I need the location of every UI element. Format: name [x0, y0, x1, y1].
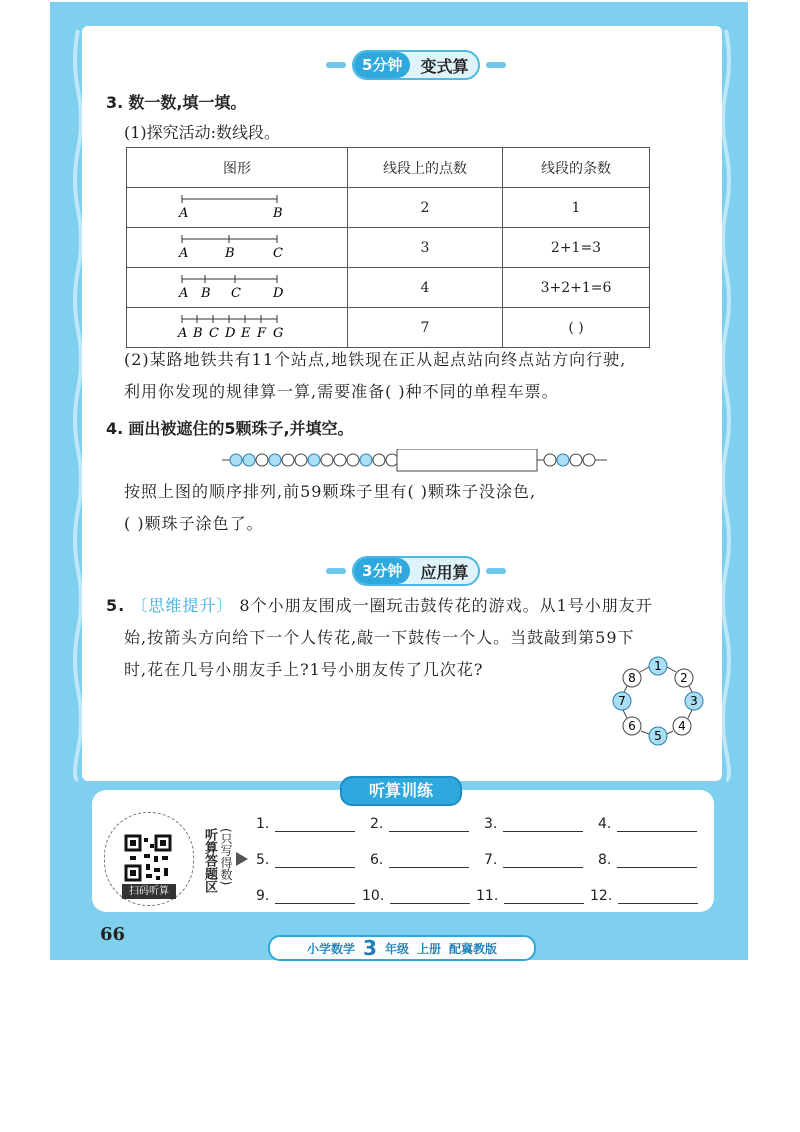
banner-left-line	[326, 62, 346, 68]
section-banner-variation	[320, 50, 512, 80]
svg-text:A: A	[179, 245, 189, 261]
segment-figure	[127, 268, 348, 308]
listening-title: 听算训练	[340, 776, 462, 806]
answer-item[interactable]	[370, 852, 469, 868]
segment-figure-abcdefg	[177, 311, 297, 341]
svg-text:B: B	[273, 205, 283, 221]
answer-item[interactable]	[598, 852, 697, 868]
page-number: 66	[100, 924, 126, 945]
segment-figure	[127, 188, 348, 228]
points-cell: 3	[348, 228, 503, 268]
svg-text:B: B	[201, 285, 211, 301]
answer-line[interactable]	[275, 817, 355, 832]
question-number: 3.	[106, 93, 124, 112]
answer-line[interactable]	[389, 817, 469, 832]
svg-text:A: A	[179, 205, 189, 221]
count-cell: 2+1=3	[503, 228, 650, 268]
answer-number: 6.	[370, 852, 384, 868]
answer-item[interactable]	[370, 816, 469, 832]
answer-number: 5.	[256, 852, 270, 868]
question-3-heading	[106, 90, 246, 113]
answer-number: 4.	[598, 816, 612, 832]
svg-text:E: E	[241, 325, 251, 341]
answer-number: 9.	[256, 888, 270, 904]
question-5-line3: 时,花在几号小朋友手上?1号小朋友传了几次花?	[124, 660, 484, 679]
segment-figure-abcd	[177, 271, 297, 301]
answer-item[interactable]	[590, 888, 698, 904]
children-circle-diagram	[610, 654, 706, 750]
question-text: 8个小朋友围成一圈玩击鼓传花的游戏。从1号小朋友开	[239, 596, 653, 615]
child-label: 6	[628, 719, 636, 733]
answer-item[interactable]	[476, 888, 584, 904]
question-title: 画出被遮住的5颗珠子,并填空。	[128, 419, 354, 438]
answer-line[interactable]	[390, 889, 470, 904]
child-label: 1	[654, 659, 662, 673]
table-row	[127, 268, 650, 308]
answer-item[interactable]	[362, 888, 470, 904]
question-number: 5.	[106, 596, 126, 615]
child-label: 3	[690, 694, 698, 708]
banner-title: 变式算	[420, 56, 469, 76]
svg-text:A: A	[179, 285, 189, 301]
child-label: 5	[654, 729, 662, 743]
answer-line[interactable]	[389, 853, 469, 868]
count-cell: 3+2+1=6	[503, 268, 650, 308]
answer-line[interactable]	[275, 889, 355, 904]
banner-title: 应用算	[420, 562, 469, 582]
answer-line[interactable]	[275, 853, 355, 868]
segment-figure-abc	[177, 231, 297, 261]
answer-number: 10.	[362, 888, 385, 904]
svg-text:A: A	[178, 325, 188, 341]
question-5-line2: 始,按箭头方向给下一个人传花,敲一下鼓传一个人。当鼓敲到第59下	[124, 628, 635, 647]
svg-text:D: D	[273, 285, 284, 301]
banner-box	[352, 556, 480, 586]
answer-note: (只写得数)	[219, 828, 233, 886]
banner-right-line	[486, 62, 506, 68]
table-header: 线段上的点数	[348, 148, 503, 188]
banner-box	[352, 50, 480, 80]
segment-figure-ab	[177, 191, 297, 221]
answer-item[interactable]	[484, 852, 583, 868]
footer-subject: 小学数学	[307, 941, 356, 956]
question-3-sub2-line2: 利用你发现的规律算一算,需要准备( )种不同的单程车票。	[124, 382, 559, 401]
footer-grade-number: 3	[363, 936, 377, 960]
beads-right	[544, 454, 595, 466]
qr-label: 扫码听算	[122, 884, 176, 899]
answer-item[interactable]	[484, 816, 583, 832]
answer-line[interactable]	[504, 889, 584, 904]
segment-figure	[127, 308, 348, 348]
table-header: 图形	[127, 148, 348, 188]
points-cell: 7	[348, 308, 503, 348]
banner-right-line	[486, 568, 506, 574]
svg-text:F: F	[257, 325, 267, 341]
child-label: 4	[678, 719, 686, 733]
answer-blank[interactable]: ( )	[503, 308, 650, 348]
answer-line[interactable]	[503, 817, 583, 832]
answer-number: 12.	[590, 888, 613, 904]
answer-line[interactable]	[617, 853, 697, 868]
answer-line[interactable]	[503, 853, 583, 868]
banner-time-label: 5分钟	[354, 52, 410, 78]
count-cell: 1	[503, 188, 650, 228]
question-title: 数一数,填一填。	[128, 93, 247, 112]
table-row	[127, 188, 650, 228]
answer-line[interactable]	[618, 889, 698, 904]
arrow-right-icon	[236, 852, 248, 866]
answer-item[interactable]	[256, 816, 355, 832]
points-cell: 4	[348, 268, 503, 308]
footer-volume: 上册	[416, 941, 441, 956]
thinking-tag: 〔思维提升〕	[131, 596, 234, 615]
banner-time-label: 3分钟	[354, 558, 410, 584]
answer-number: 1.	[256, 816, 270, 832]
child-label: 7	[618, 694, 626, 708]
answer-area-label: 听算答题区	[202, 828, 217, 893]
svg-text:C: C	[273, 245, 283, 261]
answer-number: 7.	[484, 852, 498, 868]
segment-figure	[127, 228, 348, 268]
table-row	[127, 308, 650, 348]
answer-item[interactable]	[598, 816, 697, 832]
table-header: 线段的条数	[503, 148, 650, 188]
svg-text:C: C	[231, 285, 241, 301]
question-3-sub2-line1: (2)某路地铁共有11个站点,地铁现在正从起点站向终点站方向行驶,	[124, 350, 627, 369]
footer-book-info	[268, 935, 536, 961]
footer-edition: 配冀教版	[448, 941, 497, 956]
answer-item[interactable]	[256, 888, 355, 904]
question-number: 4.	[106, 419, 124, 438]
svg-text:C: C	[209, 325, 219, 341]
svg-text:B: B	[225, 245, 235, 261]
bead-string	[222, 449, 612, 473]
answer-number: 3.	[484, 816, 498, 832]
svg-text:B: B	[193, 325, 203, 341]
answer-number: 8.	[598, 852, 612, 868]
hidden-beads-box[interactable]	[397, 449, 537, 471]
child-label: 2	[680, 671, 688, 685]
beads-left	[230, 454, 398, 466]
qr-code-icon[interactable]	[124, 834, 172, 882]
question-5-line1	[106, 590, 653, 622]
table-row	[127, 228, 650, 268]
footer-grade: 年级	[384, 941, 409, 956]
child-label: 8	[628, 671, 636, 685]
question-4-heading	[106, 416, 354, 439]
points-cell: 2	[348, 188, 503, 228]
banner-left-line	[326, 568, 346, 574]
svg-text:D: D	[225, 325, 236, 341]
answer-number: 11.	[476, 888, 499, 904]
answer-item[interactable]	[256, 852, 355, 868]
segment-table	[126, 147, 650, 348]
answer-line[interactable]	[617, 817, 697, 832]
table-header-row	[127, 148, 650, 188]
answer-number: 2.	[370, 816, 384, 832]
question-3-sub1: (1)探究活动:数线段。	[124, 123, 281, 142]
question-4-line1: 按照上图的顺序排列,前59颗珠子里有( )颗珠子没涂色,	[124, 482, 537, 501]
question-4-line2: ( )颗珠子涂色了。	[124, 514, 264, 533]
section-banner-application	[320, 556, 512, 586]
svg-text:G: G	[273, 325, 284, 341]
